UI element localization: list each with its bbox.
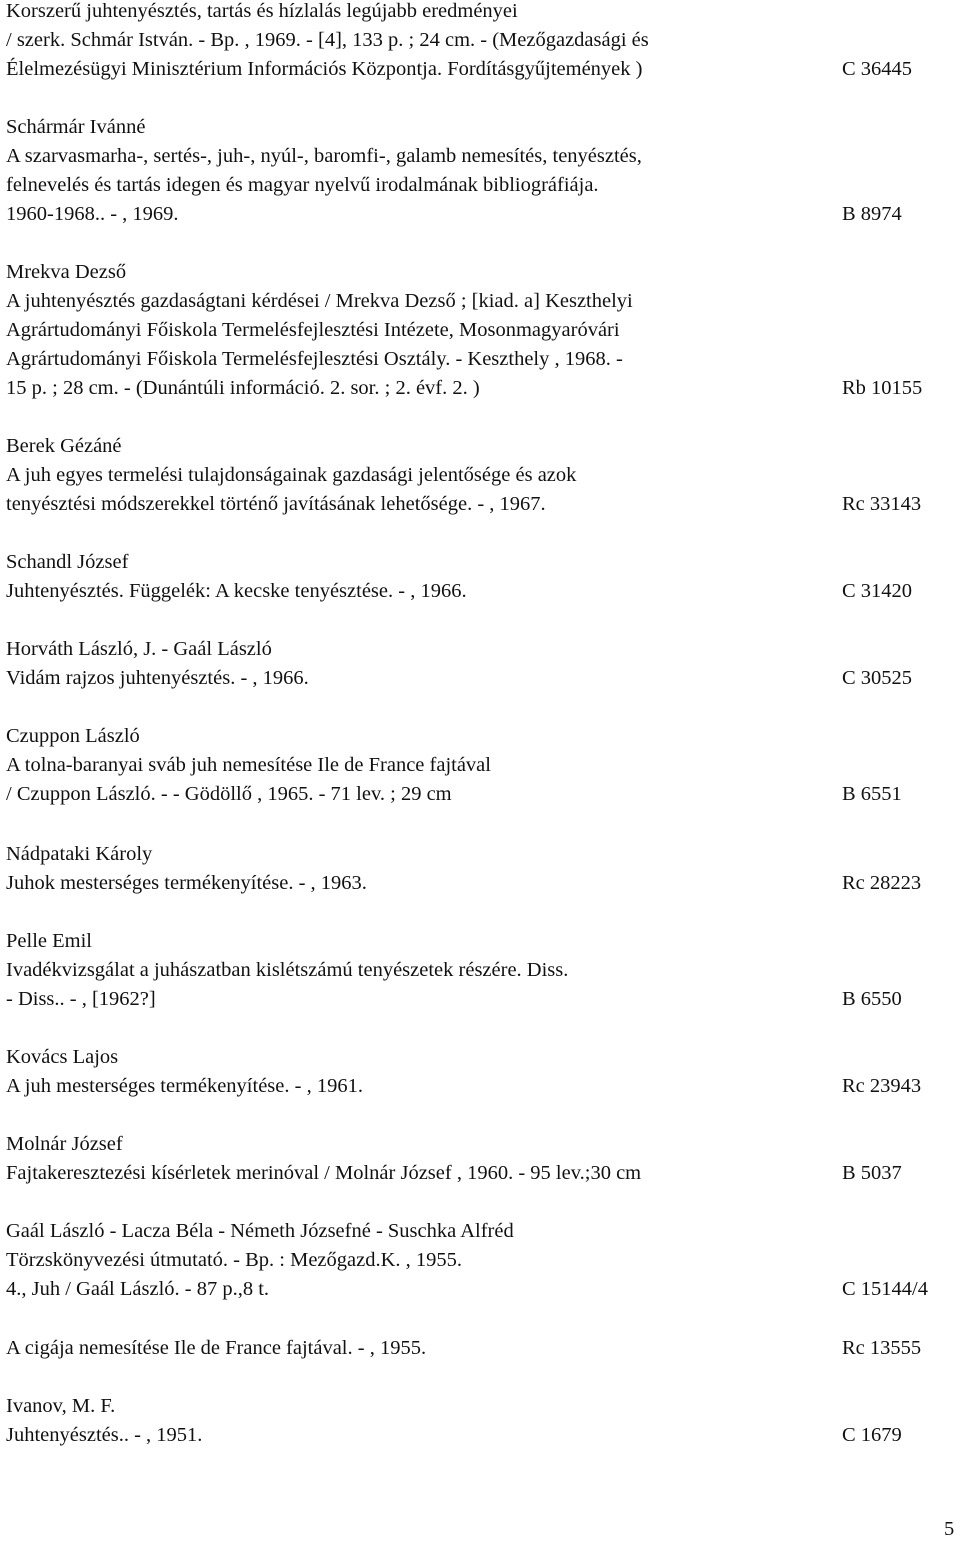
entry-author-line: [6, 635, 956, 664]
entry-text-line: [6, 171, 956, 200]
entry-text-line: [6, 1421, 956, 1450]
call-number: C 15144/4: [842, 1278, 928, 1300]
bibliography-entry: [6, 0, 956, 84]
call-number: B 6550: [842, 988, 902, 1010]
entry-text: Korszerű juhtenyésztés, tartás és hízlalás legújabb eredményei: [6, 0, 518, 22]
entry-text: 4., Juh / Gaál László. - 87 p.,8 t.: [6, 1278, 270, 1300]
entry-text: Törzskönyvezési útmutató. - Bp. : Mezőgazd.K. , 1955.: [6, 1249, 463, 1271]
entry-text: A juhtenyésztés gazdaságtani kérdései / Mrekva Dezső ; [kiad. a] Keszthelyi: [6, 290, 633, 312]
entry-author-line: [6, 927, 956, 956]
call-number: C 30525: [842, 667, 913, 689]
call-number: B 8974: [842, 203, 902, 225]
entry-text: Kovács Lajos: [6, 1046, 119, 1068]
call-number: Rc 33143: [842, 493, 922, 515]
entry-text: Juhtenyésztés. Függelék: A kecske tenyésztése. - , 1966.: [6, 580, 467, 602]
entry-text: A szarvasmarha-, sertés-, juh-, nyúl-, baromfi-, galamb nemesítés, tenyésztés,: [6, 145, 642, 167]
entry-text: A tolna-baranyai sváb juh nemesítése Ile de France fajtával: [6, 754, 491, 776]
entry-author-line: [6, 113, 956, 142]
bibliography-entry: [6, 258, 956, 403]
entry-text: 1960-1968.. - , 1969.: [6, 203, 179, 225]
entry-text: Fajtakeresztezési kísérletek merinóval / Molnár József , 1960. - 95 lev.;30 cm: [6, 1162, 642, 1184]
entry-text-line: [6, 869, 956, 898]
entry-text-line: [6, 316, 956, 345]
entry-text-line: [6, 985, 956, 1014]
entry-text: 15 p. ; 28 cm. - (Dunántúli információ. 2. sor. ; 2. évf. 2. ): [6, 377, 480, 399]
entry-text: Nádpataki Károly: [6, 843, 153, 865]
entry-author-line: [6, 1392, 956, 1421]
entry-text-line: [6, 287, 956, 316]
bibliography-entry: [6, 1334, 956, 1363]
entry-text: Molnár József: [6, 1133, 123, 1155]
entry-text: Ivadékvizsgálat a juhászatban kislétszámú tenyészetek részére. Diss.: [6, 959, 569, 981]
entry-text-line: [6, 26, 956, 55]
bibliography-entry: [6, 1217, 956, 1304]
entry-text: / szerk. Schmár István. - Bp. , 1969. - [4], 133 p. ; 24 cm. - (Mezőgazdasági és: [6, 29, 649, 51]
page-number: 5: [944, 1518, 955, 1540]
bibliography-entry: [6, 113, 956, 229]
call-number: B 5037: [842, 1162, 902, 1184]
entry-text: Vidám rajzos juhtenyésztés. - , 1966.: [6, 667, 309, 689]
call-number: C 1679: [842, 1424, 902, 1446]
entry-text: A cigája nemesítése Ile de France fajtával. - , 1955.: [6, 1337, 427, 1359]
bibliography-entry: [6, 722, 956, 809]
entry-author-line: [6, 258, 956, 287]
entry-text-line: [6, 577, 956, 606]
entry-text-line: [6, 751, 956, 780]
bibliography-entry: [6, 927, 956, 1014]
entry-text-line: [6, 664, 956, 693]
entry-text-line: [6, 142, 956, 171]
entry-text: Gaál László - Lacza Béla - Németh Józsefné - Suschka Alfréd: [6, 1220, 514, 1242]
call-number: Rc 23943: [842, 1075, 922, 1097]
entry-text-line: [6, 374, 956, 403]
entry-text: Juhtenyésztés.. - , 1951.: [6, 1424, 203, 1446]
bibliography-entry: [6, 1392, 956, 1450]
entry-text-line: [6, 345, 956, 374]
entry-text-line: [6, 1275, 956, 1304]
entry-text: Horváth László, J. - Gaál László: [6, 638, 272, 660]
bibliography-entry: [6, 548, 956, 606]
entry-text-line: [6, 461, 956, 490]
entry-text: Ivanov, M. F.: [6, 1395, 116, 1417]
bibliography-entry: [6, 1130, 956, 1188]
entry-author-line: [6, 0, 956, 26]
call-number: Rc 28223: [842, 872, 922, 894]
entry-text: / Czuppon László. - - Gödöllő , 1965. - 71 lev. ; 29 cm: [6, 783, 452, 805]
entry-text-line: [6, 200, 956, 229]
entry-text-line: [6, 1246, 956, 1275]
entry-text-line: [6, 1159, 956, 1188]
call-number: Rc 13555: [842, 1337, 922, 1359]
entry-text: felnevelés és tartás idegen és magyar nyelvű irodalmának bibliográfiája.: [6, 174, 599, 196]
entry-text: Berek Gézáné: [6, 435, 122, 457]
entry-text: - Diss.. - , [1962?]: [6, 988, 156, 1010]
entry-author-line: [6, 722, 956, 751]
entry-author-line: [6, 1217, 956, 1246]
entry-author-line: [6, 840, 956, 869]
entry-text: Agrártudományi Főiskola Termelésfejlesztési Intézete, Mosonmagyaróvári: [6, 319, 620, 341]
entry-author-line: [6, 1043, 956, 1072]
entry-text: Agrártudományi Főiskola Termelésfejlesztési Osztály. - Keszthely , 1968. -: [6, 348, 623, 370]
entry-text: tenyésztési módszerekkel történő javításának lehetősége. - , 1967.: [6, 493, 546, 515]
bibliography-entry: [6, 432, 956, 519]
entry-text: A juh egyes termelési tulajdonságainak gazdasági jelentősége és azok: [6, 464, 577, 486]
entry-author-line: [6, 432, 956, 461]
call-number: Rb 10155: [842, 377, 923, 399]
entry-text-line: [6, 490, 956, 519]
entry-text-line: [6, 780, 956, 809]
entry-text: Mrekva Dezső: [6, 261, 127, 283]
entry-author-line: [6, 1130, 956, 1159]
entry-text: A juh mesterséges termékenyítése. - , 1961.: [6, 1075, 363, 1097]
call-number: C 31420: [842, 580, 913, 602]
bibliography-entry: [6, 840, 956, 898]
entry-text-line: [6, 1072, 956, 1101]
entry-text: Pelle Emil: [6, 930, 92, 952]
bibliography-entry: [6, 1043, 956, 1101]
call-number: C 36445: [842, 58, 913, 80]
entry-text-line: [6, 956, 956, 985]
entry-text: Czuppon László: [6, 725, 140, 747]
entry-text: Schármár Ivánné: [6, 116, 146, 138]
entry-author-line: [6, 548, 956, 577]
call-number: B 6551: [842, 783, 902, 805]
entry-text-line: [6, 1334, 956, 1363]
bibliography-entry: [6, 635, 956, 693]
entry-text: Juhok mesterséges termékenyítése. - , 1963.: [6, 872, 367, 894]
entry-text: Schandl József: [6, 551, 129, 573]
entry-text: Élelmezésügyi Minisztérium Információs Központja. Fordításgyűjtemények ): [6, 58, 643, 80]
entry-text-line: [6, 55, 956, 84]
